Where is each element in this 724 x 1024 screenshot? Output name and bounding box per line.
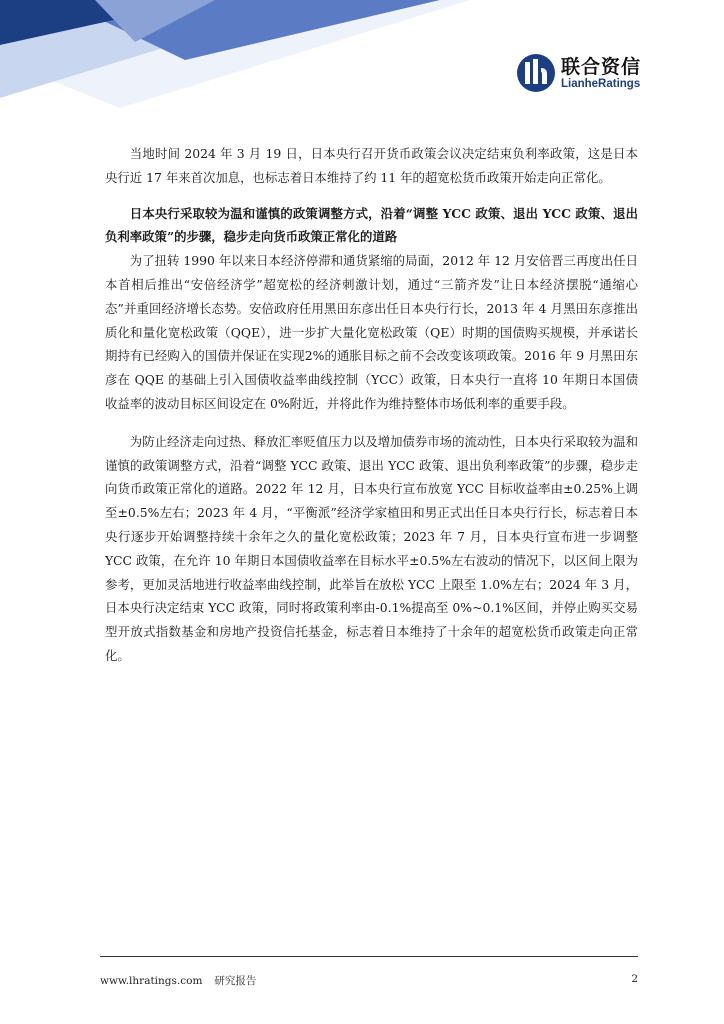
brand-en-name: LianheRatings <box>561 77 641 90</box>
lianhe-logo-icon <box>516 53 556 93</box>
section-heading: 日本央行采取较为温和谨慎的政策调整方式，沿着“调整 YCC 政策、退出 YCC 政策、退出负利率政策”的步骤，稳步走向货币政策正常化的道路 <box>105 205 638 245</box>
footer-divider <box>100 956 638 957</box>
brand-cn-name: 联合资信 <box>561 55 642 78</box>
policy-adjustment-paragraph: 为防止经济走向过热、释放汇率贬值压力以及增加债券市场的流动性，日本央行采取较为温和谨慎的政策调整方式，沿着“调整 YCC 政策、退出 YCC 政策、退出负利率政策”的步骤，稳步走向货币政策正常化的道路。2022 年 12 月，日本央行宣布放宽 YCC 目标收益率由±0.25%上调至±0.5%左右；2023 年 4 月，“平衡派”经济学家植田和男正式出任日本央行行长，标志着日本央行逐步开始调整持续十余年之久的量化宽松政策；2023 年 7 月，日本央行宣布进一步调整 YCC 政策，在允许 10 年期日本国债收益率在目标水平±0.5%左右波动的情况下，以区间上限为参考，更加灵活地进行收益率曲线控制，此举旨在放松 YCC 上限至 1.0%左右；2024 年 3 月，日本央行决定结束 YCC 政策，同时将政策利率由-0.1%提高至 0%~0.1%区间，并停止购买交易型开放式指数基金和房地产投资信托基金，标志着日本维持了十余年的超宽松货币政策走向正常化。 <box>105 433 638 663</box>
footer-info <box>100 973 256 988</box>
page-number: 2 <box>631 973 638 985</box>
report-body <box>105 142 638 668</box>
footer-report-type: 研究报告 <box>214 975 257 987</box>
background-paragraph: 为了扭转 1990 年以来日本经济停滞和通货紧缩的局面，2012 年 12 月安倍晋三再度出任日本首相后推出“安倍经济学”超宽松的经济刺激计划，通过“三箭齐发”让日本经济摆脱“通缩心态”并重回经济增长态势。安倍政府任用黑田东彦出任日本央行行长，2013 年 4 月黑田东彦推出质化和量化宽松政策（QQE），进一步扩大量化宽松政策（QE）时期的国债购买规模，并承诺长期持有已经购入的国债并保证在实现2%的通胀目标之前不会改变该项政策。2016 年 9 月黑田东彦在 QQE 的基础上引入国债收益率曲线控制（YCC）政策，日本央行一直将 10 年期日本国债收益率的波动目标区间设定在 0%附近，并将此作为维持整体市场低利率的重要手段。 <box>105 253 638 411</box>
brand-text <box>561 56 641 91</box>
intro-paragraph: 当地时间 2024 年 3 月 19 日，日本央行召开货币政策会议决定结束负利率政策，这是日本央行近 17 年来首次加息，也标志着日本维持了约 11 年的超宽松货币政策开始走向正常化。 <box>105 146 638 185</box>
footer-website: www.lhratings.com <box>100 975 203 987</box>
brand-logo <box>516 53 641 93</box>
